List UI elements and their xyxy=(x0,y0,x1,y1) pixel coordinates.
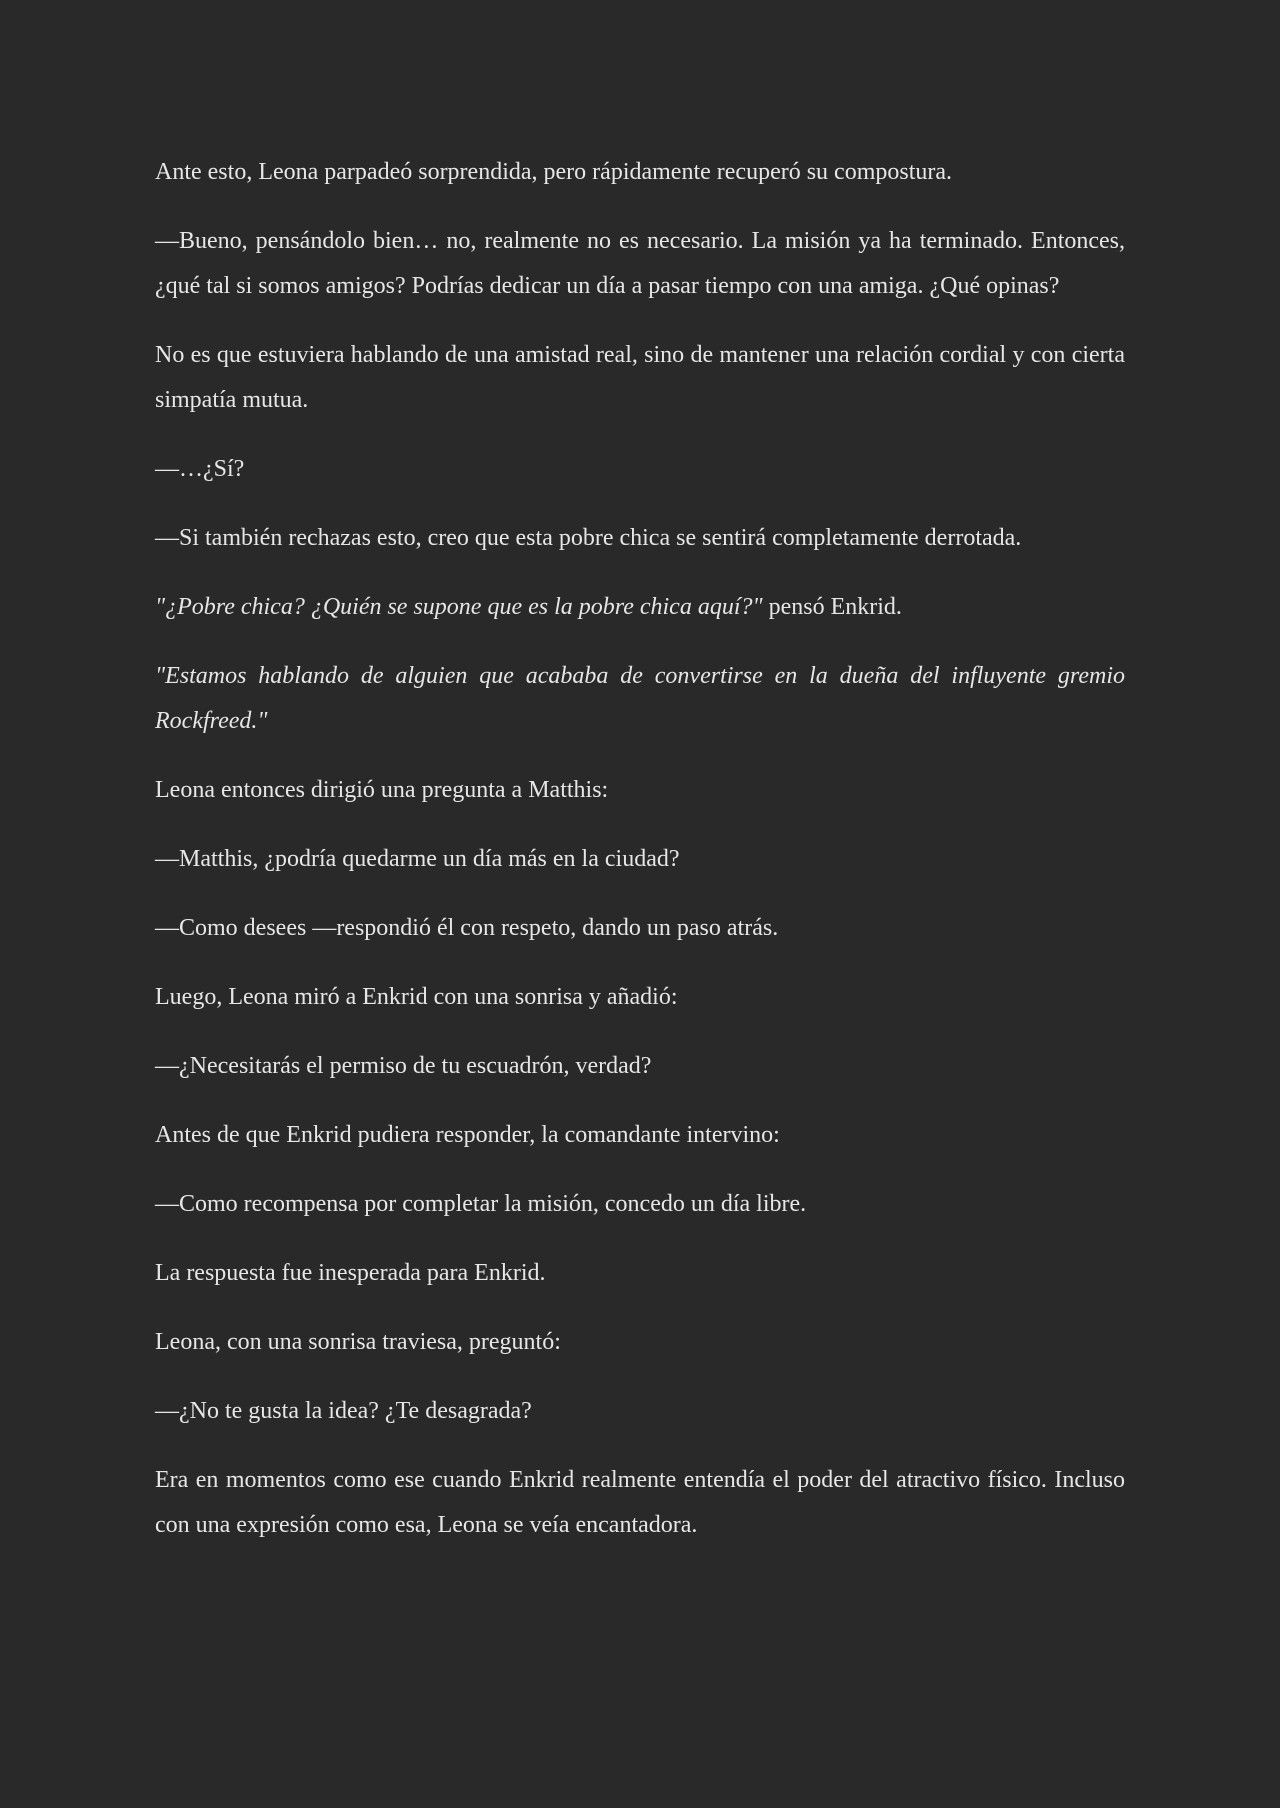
paragraph: Ante esto, Leona parpadeó sorprendida, pero rápidamente recuperó su compostura. xyxy=(155,159,953,185)
paragraph: La respuesta fue inesperada para Enkrid. xyxy=(155,1260,546,1286)
paragraph: —Bueno, pensándolo bien… no, realmente no es necesario. La misión ya ha terminado. Entonces, ¿qué tal si somos amigos? Podrías dedicar un día a pasar tiempo con una amiga. ¿Qué opinas? xyxy=(155,228,1125,299)
paragraph: —Matthis, ¿podría quedarme un día más en la ciudad? xyxy=(155,846,680,872)
paragraph: Leona, con una sonrisa traviesa, preguntó: xyxy=(155,1329,561,1355)
paragraph-inner-thought: "Estamos hablando de alguien que acababa de convertirse en la dueña del influyente gremio Rockfreed." xyxy=(155,663,1125,734)
paragraph: Leona entonces dirigió una pregunta a Matthis: xyxy=(155,777,609,803)
paragraph: —Como recompensa por completar la misión, concedo un día libre. xyxy=(155,1191,807,1217)
chapter-text xyxy=(155,150,1125,1548)
inner-thought: "¿Pobre chica? ¿Quién se supone que es la pobre chica aquí?" xyxy=(155,594,763,620)
paragraph: Era en momentos como ese cuando Enkrid realmente entendía el poder del atractivo físico. Incluso con una expresión como esa, Leona se veía encantadora. xyxy=(155,1467,1125,1538)
paragraph: —Si también rechazas esto, creo que esta pobre chica se sentirá completamente derrotada. xyxy=(155,525,1022,551)
paragraph: Antes de que Enkrid pudiera responder, la comandante intervino: xyxy=(155,1122,780,1148)
narration: pensó Enkrid. xyxy=(762,594,902,620)
paragraph xyxy=(155,585,1125,630)
paragraph: No es que estuviera hablando de una amistad real, sino de mantener una relación cordial y con cierta simpatía mutua. xyxy=(155,342,1125,413)
paragraph: —¿Necesitarás el permiso de tu escuadrón, verdad? xyxy=(155,1053,652,1079)
paragraph: —…¿Sí? xyxy=(155,456,245,482)
paragraph: —¿No te gusta la idea? ¿Te desagrada? xyxy=(155,1398,532,1424)
paragraph: —Como desees —respondió él con respeto, dando un paso atrás. xyxy=(155,915,779,941)
paragraph: Luego, Leona miró a Enkrid con una sonrisa y añadió: xyxy=(155,984,678,1010)
